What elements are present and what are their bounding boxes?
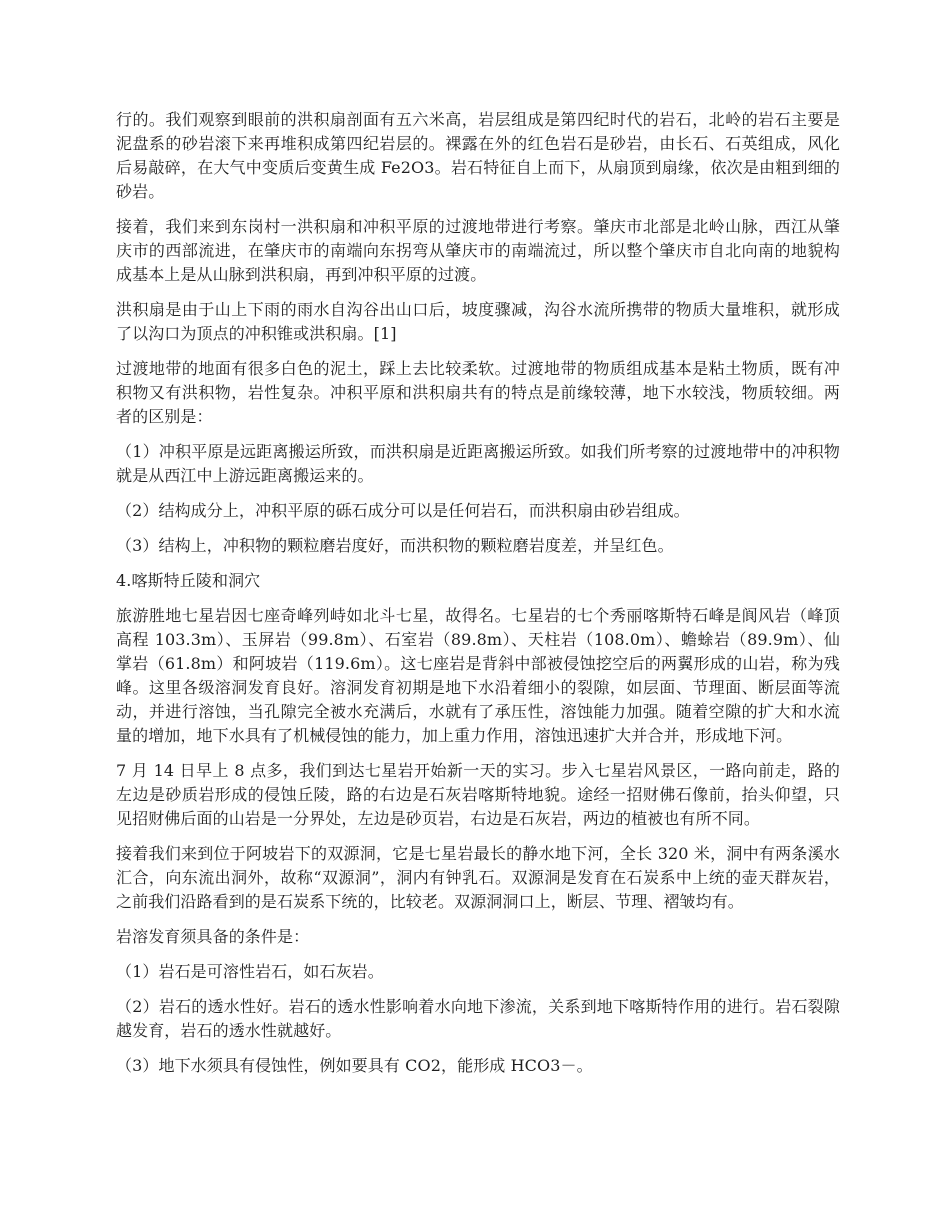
paragraph-july-14-field-trip: 7 月 14 日早上 8 点多，我们到达七星岩开始新一天的实习。步入七星岩风景区，一路向前走，路的左边是砂质岩形成的侵蚀丘陵，路的右边是石灰岩喀斯特地貌。途经一招财佛石像前，抬头仰望，只见招财佛后面的山岩是一分界处，左边是砂页岩，右边是石灰岩，两边的植被也有所不同。 bbox=[116, 761, 840, 828]
paragraph-seven-star-crags: 旅游胜地七星岩因七座奇峰列峙如北斗七星，故得名。七星岩的七个秀丽喀斯特石峰是阆风岩（峰顶高程 103.3m）、玉屏岩（99.8m）、石室岩（89.8m）、天柱岩（108.0m）、蟾蜍岩（89.9m）、仙掌岩（61.8m）和阿坡岩（119.6m）。这七座岩是背斜中部被侵蚀挖空后的两翼形成的山岩，称为残峰。这里各级溶洞发育良好。溶洞发育初期是地下水沿着细小的裂隙，如层面、节理面、断层面等流动，并进行溶蚀，当孔隙完全被水充满后，水就有了承压性，溶蚀能力加强。随着空隙的扩大和水流量的增加，地下水具有了机械侵蚀的能力，加上重力作用，溶蚀迅速扩大并合并，形成地下河。 bbox=[116, 606, 840, 745]
paragraph-shuangyuan-cave: 接着我们来到位于阿坡岩下的双源洞，它是七星岩最长的静水地下河，全长 320 米，洞中有两条溪水汇合，向东流出洞外，故称“双源洞”，洞内有钟乳石。双源洞是发育在石炭系中上统的壶天群灰岩，之前我们沿路看到的是石炭系下统的，比较老。双源洞洞口上，断层、节理、褶皱均有。 bbox=[116, 844, 840, 911]
paragraph-transition-zone: 过渡地带的地面有很多白色的泥土，踩上去比较柔软。过渡地带的物质组成基本是粘土物质，既有冲积物又有洪积物，岩性复杂。冲积平原和洪积扇共有的特点是前缘较薄，地下水较浅，物质较细。两者的区别是： bbox=[116, 359, 840, 426]
list-item-difference-3: （3）结构上，冲积物的颗粒磨岩度好，而洪积物的颗粒磨岩度差，并呈红色。 bbox=[116, 536, 674, 555]
paragraph-donggang-transition: 接着，我们来到东岗村一洪积扇和冲积平原的过渡地带进行考察。肇庆市北部是北岭山脉，西江从肇庆市的西部流进，在肇庆市的南端向东拐弯从肇庆市的南端流过，所以整个肇庆市自北向南的地貌构成基本上是从山脉到洪积扇，再到冲积平原的过渡。 bbox=[116, 217, 840, 284]
paragraph-karst-conditions-intro: 岩溶发育须具备的条件是： bbox=[116, 927, 310, 946]
list-item-difference-1: （1）冲积平原是远距离搬运所致，而洪积扇是近距离搬运所致。如我们所考察的过渡地带中的冲积物就是从西江中上游远距离搬运来的。 bbox=[116, 442, 840, 485]
document-page bbox=[116, 108, 840, 1089]
list-item-condition-3: （3）地下水须具有侵蚀性，例如要具有 CO2，能形成 HCO3－。 bbox=[116, 1056, 593, 1075]
paragraph-alluvial-fan-definition: 洪积扇是由于山上下雨的雨水自沟谷出山口后，坡度骤减，沟谷水流所携带的物质大量堆积，就形成了以沟口为顶点的冲积锥或洪积扇。[1] bbox=[116, 300, 840, 343]
list-item-difference-2: （2）结构成分上，冲积平原的砾石成分可以是任何岩石，而洪积扇由砂岩组成。 bbox=[116, 501, 690, 520]
list-item-condition-2: （2）岩石的透水性好。岩石的透水性影响着水向地下渗流，关系到地下喀斯特作用的进行。岩石裂隙越发育，岩石的透水性就越好。 bbox=[116, 997, 840, 1040]
section-heading-karst: 4.喀斯特丘陵和洞穴 bbox=[116, 571, 261, 590]
paragraph-alluvial-fan-profile: 行的。我们观察到眼前的洪积扇剖面有五六米高，岩层组成是第四纪时代的岩石，北岭的岩石主要是泥盘系的砂岩滚下来再堆积成第四纪岩层的。裸露在外的红色岩石是砂岩，由长石、石英组成，风化后易敲碎，在大气中变质后变黄生成 Fe2O3。岩石特征自上而下，从扇顶到扇缘，依次是由粗到细的砂岩。 bbox=[116, 110, 840, 201]
list-item-condition-1: （1）岩石是可溶性岩石，如石灰岩。 bbox=[116, 962, 384, 981]
